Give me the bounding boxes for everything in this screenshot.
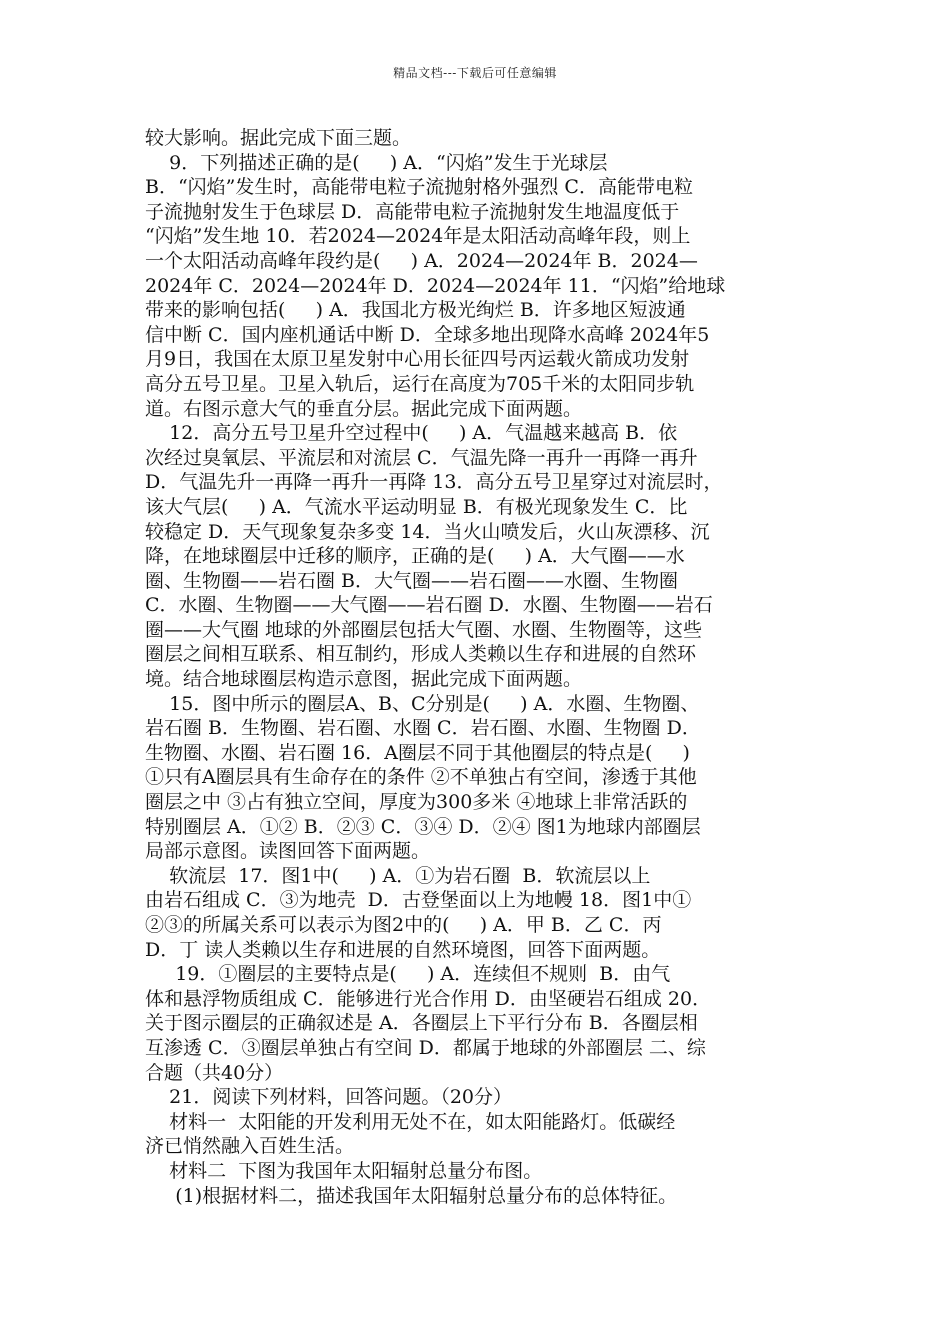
text-line: D．丁 读人类赖以生存和进展的自然环境图，回答下面两题。: [145, 938, 661, 961]
text-line: 12．高分五号卫星升空过程中( ) A．气温越来越高 B．依: [145, 422, 678, 445]
text-line: 高分五号卫星。卫星入轨后，运行在高度为705千米的太阳同步轨: [145, 372, 695, 395]
text-line: 关于图示圈层的正确叙述是 A．各圈层上下平行分布 B．各圈层相: [145, 1012, 698, 1035]
text-line: 材料一 太阳能的开发利用无处不在，如太阳能路灯。低碳经: [145, 1110, 676, 1133]
text-line: 15．图中所示的圈层A、B、C分别是( ) A．水圈、生物圈、: [145, 692, 700, 715]
text-line: 软流层 17．图1中( ) A．①为岩石圈 B．软流层以上: [145, 864, 651, 887]
text-line: 材料二 下图为我国年太阳辐射总量分布图。: [145, 1159, 543, 1182]
text-line: 21．阅读下列材料，回答问题。（20分）: [145, 1086, 513, 1109]
text-line: 圈层之间相互联系、相互制约，形成人类赖以生存和进展的自然环: [145, 643, 697, 666]
text-line: 圈——大气圈 地球的外部圈层包括大气圈、水圈、生物圈等，这些: [145, 618, 703, 641]
text-line: 9．下列描述正确的是( ) A．“闪焰”发生于光球层: [145, 151, 608, 174]
text-line: B．“闪焰”发生时，高能带电粒子流抛射格外强烈 C．高能带电粒: [145, 176, 693, 199]
text-line: 由岩石组成 C．③为地壳 D．古登堡面以上为地幔 18．图1中①: [145, 889, 692, 912]
text-line: 圈层之中 ③占有独立空间，厚度为300多米 ④地球上非常活跃的: [145, 791, 688, 814]
text-line: 月9日，我国在太原卫星发射中心用长征四号丙运载火箭成功发射: [145, 348, 690, 371]
text-line: 19．①圈层的主要特点是( ) A．连续但不规则 B．由气: [145, 963, 671, 986]
text-line: (1)根据材料二，描述我国年太阳辐射总量分布的总体特征。: [145, 1184, 678, 1207]
text-line: 道。右图示意大气的垂直分层。据此完成下面两题。: [145, 397, 583, 420]
text-line: 互渗透 C．③圈层单独占有空间 D．都属于地球的外部圈层 二、综: [145, 1036, 706, 1059]
text-line: 较稳定 D．天气现象复杂多变 14．当火山喷发后，火山灰漂移、沉: [145, 520, 710, 543]
text-line: 体和悬浮物质组成 C．能够进行光合作用 D．由坚硬岩石组成 20．: [145, 987, 712, 1010]
text-line: ②③的所属关系可以表示为图2中的( ) A．甲 B．乙 C．丙: [145, 914, 662, 936]
page-header: 精品文档---下载后可任意编辑: [393, 66, 557, 80]
text-line: ①只有A圈层具有生命存在的条件 ②不单独占有空间，渗透于其他: [145, 766, 697, 789]
text-line: 降，在地球圈层中迁移的顺序，正确的是( ) A．大气圈——水: [145, 545, 685, 568]
text-line: D．气温先升一再降一再升一再降 13．高分五号卫星穿过对流层时，: [145, 471, 723, 494]
text-line: 境。结合地球圈层构造示意图，据此完成下面两题。: [145, 668, 583, 691]
text-line: 信中断 C．国内座机通话中断 D．全球多地出现降水高峰 2024年5: [145, 323, 710, 346]
text-line: 带来的影响包括( ) A．我国北方极光绚烂 B．许多地区短波通: [145, 299, 686, 322]
text-line: 局部示意图。读图回答下面两题。: [145, 840, 431, 863]
text-line: 该大气层( ) A．气流水平运动明显 B．有极光现象发生 C．比: [145, 495, 688, 518]
text-line: 较大影响。据此完成下面三题。: [145, 127, 412, 149]
text-line: 济已悄然融入百姓生活。: [145, 1135, 355, 1158]
text-line: 特别圈层 A．①② B．②③ C．③④ D．②④ 图1为地球内部圈层: [145, 815, 701, 838]
text-line: 次经过臭氧层、平流层和对流层 C．气温先降一再升一再降一再升: [145, 446, 698, 469]
text-line: 一个太阳活动高峰年段约是( ) A．2024—2024年 B．2024—: [145, 249, 698, 272]
text-line: 圈、生物圈——岩石圈 B．大气圈——岩石圈——水圈、生物圈: [145, 569, 679, 592]
text-line: 岩石圈 B．生物圈、岩石圈、水圈 C．岩石圈、水圈、生物圈 D．: [145, 717, 701, 740]
document-body: [145, 126, 825, 1208]
text-line: 2024年 C．2024—2024年 D．2024—2024年 11．“闪焰”给地球: [145, 274, 726, 297]
text-line: C．水圈、生物圈——大气圈——岩石圈 D．水圈、生物圈——岩石: [145, 594, 713, 617]
text-line: 合题（共40分）: [145, 1061, 284, 1084]
text-line: 生物圈、水圈、岩石圈 16．A圈层不同于其他圈层的特点是( ): [145, 741, 690, 764]
text-line: 子流抛射发生于色球层 D．高能带电粒子流抛射发生地温度低于: [145, 200, 680, 223]
text-line: “闪焰”发生地 10．若2024—2024年是太阳活动高峰年段，则上: [145, 225, 691, 248]
